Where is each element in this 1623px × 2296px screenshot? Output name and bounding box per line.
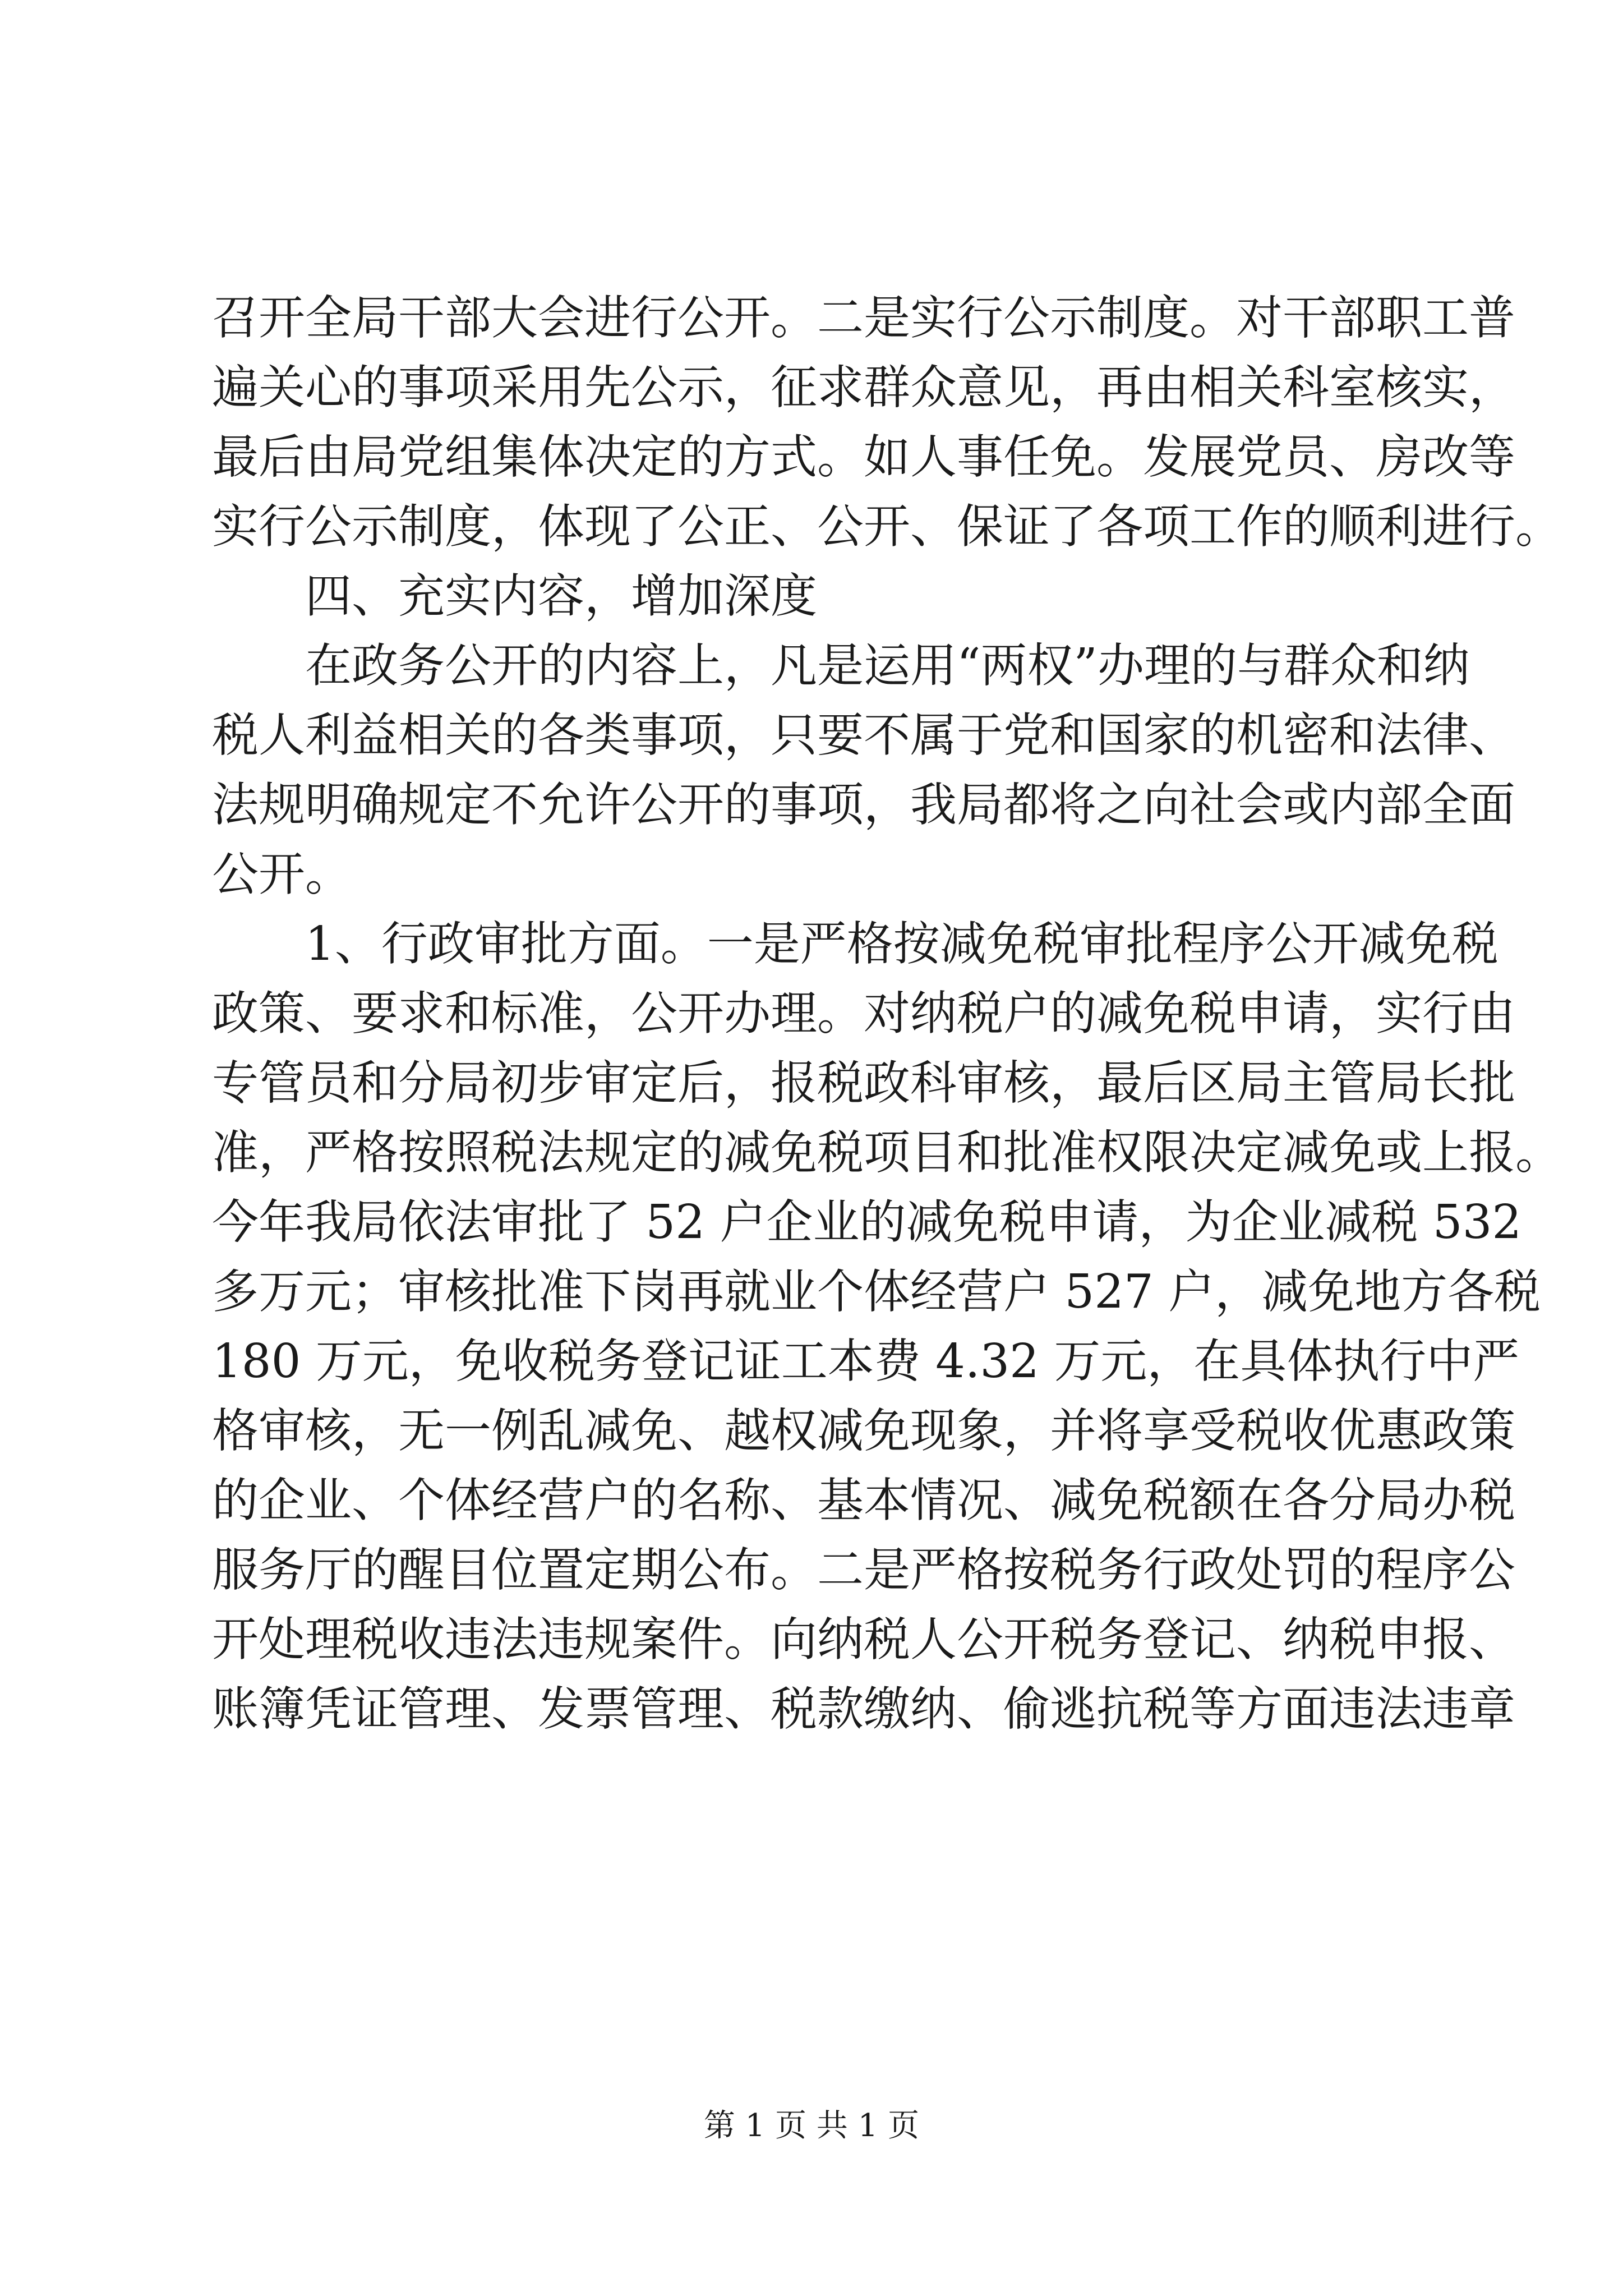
paragraph-line: 格审核，无一例乱减免、越权减免现象，并将享受税收优惠政策 xyxy=(212,1404,1515,1458)
paragraph-line: 召开全局干部大会进行公开。二是实行公示制度。对干部职工普 xyxy=(212,291,1515,345)
section-heading: 四、充实内容，增加深度 xyxy=(305,569,817,623)
paragraph-line: 多万元；审核批准下岗再就业个体经营户 527 户，减免地方各税 xyxy=(212,1264,1541,1319)
paragraph-line: 准，严格按照税法规定的减免税项目和批准权限决定减免或上报。 xyxy=(212,1125,1562,1180)
paragraph-line: 实行公示制度，体现了公正、公开、保证了各项工作的顺利进行。 xyxy=(212,499,1562,554)
paragraph-line: 专管员和分局初步审定后，报税政科审核，最后区局主管局长批 xyxy=(212,1056,1515,1110)
paragraph-line: 税人利益相关的各类事项，只要不属于党和国家的机密和法律、 xyxy=(212,708,1515,762)
paragraph-line: 开处理税收违法违规案件。向纳税人公开税务登记、纳税申报、 xyxy=(212,1612,1515,1667)
paragraph-line: 今年我局依法审批了 52 户企业的减免税申请，为企业减税 532 xyxy=(212,1195,1522,1249)
paragraph-line: 遍关心的事项采用先公示，征求群众意见，再由相关科室核实， xyxy=(212,360,1515,415)
paragraph-line: 1、行政审批方面。一是严格按减免税审批程序公开减免税 xyxy=(305,917,1498,971)
paragraph-line: 法规明确规定不允许公开的事项，我局都将之向社会或内部全面 xyxy=(212,777,1515,832)
paragraph-line: 账簿凭证管理、发票管理、税款缴纳、偷逃抗税等方面违法违章 xyxy=(212,1682,1515,1736)
page-number-label: 第 1 页 共 1 页 xyxy=(703,2108,920,2144)
paragraph-line: 在政务公开的内容上，凡是运用“两权”办理的与群众和纳 xyxy=(305,638,1470,693)
paragraph-line: 180 万元，免收税务登记证工本费 4.32 万元，在具体执行中严 xyxy=(212,1334,1520,1388)
page-footer xyxy=(0,2101,1623,2146)
paragraph-line: 政策、要求和标准，公开办理。对纳税户的减免税申请，实行由 xyxy=(212,986,1515,1041)
paragraph-line: 最后由局党组集体决定的方式。如人事任免。发展党员、房改等 xyxy=(212,430,1515,484)
document-body xyxy=(212,283,1562,1744)
paragraph-line: 服务厅的醒目位置定期公布。二是严格按税务行政处罚的程序公 xyxy=(212,1543,1515,1597)
paragraph-line: 公开。 xyxy=(212,847,352,901)
paragraph-line: 的企业、个体经营户的名称、基本情况、减免税额在各分局办税 xyxy=(212,1473,1515,1527)
